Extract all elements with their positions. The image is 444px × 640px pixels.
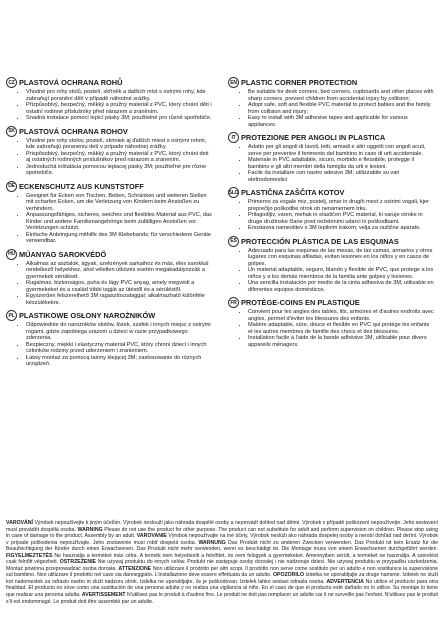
bullet-list bbox=[228, 199, 434, 232]
warning-label: AVERTISSEMENT bbox=[81, 592, 126, 599]
language-code-badge: FR bbox=[228, 297, 239, 308]
section-pl bbox=[6, 309, 212, 368]
language-code-badge: EN bbox=[228, 77, 239, 88]
language-code-badge: SLO bbox=[228, 187, 239, 198]
section-title: MŰANYAG SAROKVÉDŐ bbox=[19, 249, 107, 259]
language-code-badge: CZ bbox=[6, 77, 17, 88]
bullet-item: • Adatto per gli angoli di tavoli, letti, armadi e altri oggetti con angoli acuti, serve per prevenire il ferimento del bambino in caso di urti accidentale. bbox=[248, 144, 434, 157]
bullet-item: • Prilagodljiv, varen, mehak in elastičen PVC material, ki varuje otroke in druge družinske člane pred neželenimi udarci in poškodbami. bbox=[248, 212, 434, 225]
language-code-badge: SK bbox=[6, 126, 17, 137]
section-hu bbox=[6, 248, 212, 307]
bullet-item: • Facile da installare con nastro adesivo 3M; utilizzabile su vari elettrodomestici bbox=[248, 170, 434, 183]
section-title: PROTECCIÓN PLÁSTICA DE LAS ESQUINAS bbox=[241, 236, 399, 246]
language-code-badge: DE bbox=[6, 181, 17, 192]
bullet-item: • Odpowiednie do narożników stołów, łóżek, szafek i innych miejsc z ostrymi rogami, gdzie zapobiega urazom u dzieci w razie przypadkowego zderzenia. bbox=[26, 322, 212, 342]
warning-label: ATTENZIONE bbox=[118, 565, 152, 572]
warning-label: FIGYELMEZTETÉS bbox=[6, 552, 53, 559]
warning-text: Výrobek nepoužívejte k jiným účelům. Výrobek neslouží jako náhrada dospělé osoby a neprovádí dohled nad dětmi. Výrobek v případě poškození nepoužívejte. Jeho sestavení musí provádět dospělá osoba. bbox=[6, 520, 438, 533]
warning-text: Das Produkt nicht zu anderen Zwecken verwenden. Das Produkt ist kein Ersatz für die Beaufsichtigung der Kinder durch einen Erwachsenen. Das Produkt nicht mehr verwenden, wenn es beschädigt ist. Die Montage muss von einem Erwachsenen durchgeführt werden. bbox=[6, 539, 438, 553]
bullet-item: • Convient pour les angles des tables, lits, armoires et d'autres endroits avec angles, permet d'éviter les blessures des enfants. bbox=[248, 309, 434, 322]
section-sk bbox=[6, 125, 212, 177]
warning-label: ADVERTENCIA bbox=[326, 578, 364, 585]
warning-text: Please do not use the product for other purpose. The product can not substitute for adult and perform supervision on children. Please stop using in case of damage to the product. Assembly by an adult. bbox=[6, 526, 438, 540]
warning-text: No utilice el producto para otra finalidad. El producto no sirve como una sustitución de una persona adulta y no realiza una vigilancia al niño. En el caso de que el producto esté dañado no lo utilice. Su montaje lo tiene que realizar una persona adulta. bbox=[6, 578, 438, 599]
warning-label: OSTRZEŻENIE bbox=[59, 559, 97, 566]
warning-text: Výrobok nepoužívajte na iné účely. Výrobok neslúži ako náhrada dospelej osoby a nerobí dohľad nad deťmi. Výrobok v prípade poškodenia nepoužívajte. Jeho zostavenie musí robiť dospelá osoba. bbox=[6, 533, 439, 546]
section-es bbox=[228, 235, 434, 294]
bullet-item: • Snadná instalace pomocí lepicí pásky 3M; použitelné pro různé spotřebiče. bbox=[26, 115, 212, 122]
left-column bbox=[6, 76, 212, 371]
bullet-list bbox=[228, 309, 434, 348]
bullet-item: • Łatwy montaż za pomocą taśmy klejącej 3M; zastosowanie do różnych urządzeń. bbox=[26, 355, 212, 368]
section-heading bbox=[228, 131, 434, 144]
section-cz bbox=[6, 76, 212, 122]
bullet-item: • Una sencilla instalación por medio de la cinta adhesiva de 3M, utilizable en diferentes equipos domésticos. bbox=[248, 280, 434, 293]
language-code-badge: PL bbox=[6, 310, 17, 321]
bullet-list bbox=[6, 322, 212, 368]
bullet-item: • Přizpůsobivý, bezpečný, měkký a pružný materiál z PVC, který chrání děti i ostatní rodinné příslušníky před nárazem a zraněním. bbox=[26, 102, 212, 115]
section-en bbox=[228, 76, 434, 128]
bullet-item: • Geeignet für Ecken von Tischen, Betten, Schränken und weiteren Stellen mit scharfen Ecken, um die Verletzung von Kindern beim Anstoßen zu verhindern. bbox=[26, 193, 212, 213]
section-heading bbox=[6, 76, 212, 89]
bullet-list bbox=[228, 144, 434, 183]
section-heading bbox=[228, 296, 434, 309]
section-heading bbox=[228, 186, 434, 199]
bullet-item: • Materiale in PVC adattabile, sicuro, morbido e flessibile, protegge il bambino e gli altri membri della famiglia da urti e lesioni. bbox=[248, 157, 434, 170]
section-title: ECKENSCHUTZ AUS KUNSTSTOFF bbox=[19, 181, 144, 191]
warning-label: WARNUNG bbox=[198, 539, 226, 546]
warning-label: VAROVANIE bbox=[136, 533, 167, 540]
warning-text: Non utilizzare il prodotto per altri scopi. Il prodotto non serve come sostituto per un adulto e non sostituisce la supervisione sul bambino. Non utilizzare il prodotto nel caso sia danneggiato. L'installazione deve essere effettuata da un adulto. bbox=[6, 565, 438, 579]
warning-text: Nie używaj produktu do innych celów. Produkt nie zastępuje osoby dorosłej i nie nadzoruje dzieci. Nie używaj produktu w przypadku uszkodzenia. Montaż powinna przeprowadzać osoba dorosła. bbox=[6, 559, 438, 572]
section-title: PROTEZIONE PER ANGOLI IN PLASTICA bbox=[241, 133, 386, 142]
warning-text: Ne használja a terméket más célra. A termék nem helyettesíti a felnőttet, és nem felügyeli a gyermekeket. Amennyiben sérült, a terméket ne használja. A szerelést csak felnőtt végezheti. bbox=[6, 552, 438, 566]
section-heading bbox=[6, 180, 212, 193]
section-it bbox=[228, 131, 434, 183]
bullet-item: • Easy to install with 3M adhesive tapes and applicable for various appliances. bbox=[248, 115, 434, 128]
section-title: PLASTOVÁ OCHRANA ROHŮ bbox=[19, 78, 123, 87]
section-heading bbox=[228, 76, 434, 89]
bullet-item: • Rugalmas, biztonságos, puha és lágy PVC anyag, amely megvédi a gyermekeket és a család többi tagját az ütéstől és a sérüléstől. bbox=[26, 280, 212, 293]
warning-label: VAROVÁNÍ bbox=[6, 520, 33, 526]
section-title: PLASTIC CORNER PROTECTION bbox=[241, 78, 358, 87]
bullet-item: • Adecuado para las esquinas de las mesas, de las camas, armarios y otros lugares con esquinas afiladas, evitan lesiones en los niños y en casos de golpes. bbox=[248, 248, 434, 268]
section-heading bbox=[6, 309, 212, 322]
language-code-badge: HU bbox=[6, 249, 17, 260]
section-title: PROTÈGE-COINS EN PLASTIQUE bbox=[241, 298, 360, 307]
bullet-list bbox=[6, 261, 212, 307]
section-heading bbox=[6, 248, 212, 261]
section-de bbox=[6, 180, 212, 245]
bullet-item: • Matière adaptable, sûre, douce et flexible en PVC qui protège les enfants et les autres membres de famille des chocs et des blessures. bbox=[248, 322, 434, 335]
bullet-list bbox=[6, 138, 212, 177]
warning-label: WARNING bbox=[77, 526, 103, 533]
bullet-item: • Vhodné pro rohy stolů, postelí, skříněk a dalších míst s ostrými rohy, kde zabraňují poranění dětí v případě náhodné srážky. bbox=[26, 89, 212, 102]
bullet-item: • Jednoduchá inštalácia pomocou lepiacej pásky 3M; použiteľné pre rôzne spotrebiče. bbox=[26, 164, 212, 177]
section-heading bbox=[228, 235, 434, 248]
section-slo bbox=[228, 186, 434, 232]
bullet-item: • Be suitable for desk corners, bed corners, cupboards and other places with sharp corners, prevent children from accidental injury by collision; bbox=[248, 89, 434, 102]
bullet-item: • Installation facile à l'aide de la bande adhésive 3M, utilisable pour divers appareils ménagers. bbox=[248, 335, 434, 348]
bullet-list bbox=[228, 248, 434, 294]
warning-label: OPOZORILO bbox=[272, 572, 305, 579]
bullet-item: • Primerno za vogale miz, postelj, omar in drugih mest z ostrimi vogali, kjer preprečijo poškodbe otrok ob nenamernem trku. bbox=[248, 199, 434, 212]
right-column bbox=[228, 76, 434, 351]
bullet-item: • Egyszerűen felszerelhető 3M ragasztószalaggal; alkalmazható különféle készülékekre. bbox=[26, 293, 212, 306]
bullet-item: • Vhodné pre rohy stolov, postelí, skriniek aj ďalších miest s ostrými rohmi, kde zabraňujú poraneniu detí v prípade náhodnej zrážky. bbox=[26, 138, 212, 151]
bullet-item: • Un material adaptable, seguro, blando y flexible de PVC, que protege a los niños y a los demás miembros de la familia ante golpes y lesiones. bbox=[248, 267, 434, 280]
bullet-item: • Prispôsobivý, bezpečný, mäkký a pružný materiál z PVC, ktorý chráni deti aj ostatných rodinných príslušníkov pred nárazom a zranením. bbox=[26, 151, 212, 164]
bullet-item: • Bezpieczny, miękki i elastyczny materiał PVC, który chroni dzieci i innych członków rodziny przed uderzeniem i zranieniem. bbox=[26, 342, 212, 355]
warning-text: Izdelka ne uporabljajte za druge namene. Izdelek ne služi kot nadomestek za odraslo osebo in služi nadzoru otrok. Izdelka ne uporabljajte, če je poškodovan. Izdelek lahko sestavi odrasla oseba. bbox=[6, 572, 438, 585]
section-fr bbox=[228, 296, 434, 348]
bullet-list bbox=[6, 89, 212, 122]
section-title: PLASTOVÁ OCHRANA ROHOV bbox=[19, 126, 128, 136]
bullet-list bbox=[228, 89, 434, 128]
section-heading bbox=[6, 125, 212, 138]
bullet-item: • Einfache Anbringung mithilfe des 3M Klebebands; für verschiedene Geräte verwendbar. bbox=[26, 232, 212, 245]
bullet-item: • Anpassungsfähiges, sicheres, weiches und flexibles Material aus PVC, das Kinder und andere Familienangehörige beim zufälligen Anstoßen vor Verletzungen schützt. bbox=[26, 212, 212, 232]
bullet-item: • Adopt safe, soft and flexible PVC material to protect babies and the family from collision and injury; bbox=[248, 102, 434, 115]
bullet-list bbox=[6, 193, 212, 245]
bullet-item: • Enostavna namestitev s 3M lepilnim trakom; velja za različne aparate. bbox=[248, 225, 434, 232]
warning-text: N'utilisez pas le produit à d'autres fins. Le produit ne doit pas remplacer un adulte car il ne surveille pas l'enfant. N'utilisez pas le produit s'il est endommagé. Le produit doit être assemblé par un adulte. bbox=[6, 592, 438, 605]
bullet-item: • Alkalmas az asztalok, ágyak, szekrények sarkaihoz és más, éles sarokkal rendelkező helyekhez, ahol véletlen ütközés esetén megakadályozzák a gyermekek sérülését. bbox=[26, 261, 212, 281]
language-code-badge: ES bbox=[228, 236, 239, 247]
section-title: PLASTIKOWE OSŁONY NAROŻNIKÓW bbox=[19, 311, 156, 320]
section-title: PLASTIČNA ZAŠČITA KOTOV bbox=[241, 188, 345, 197]
language-code-badge: IT bbox=[228, 132, 239, 143]
warning-paragraph bbox=[6, 520, 438, 605]
